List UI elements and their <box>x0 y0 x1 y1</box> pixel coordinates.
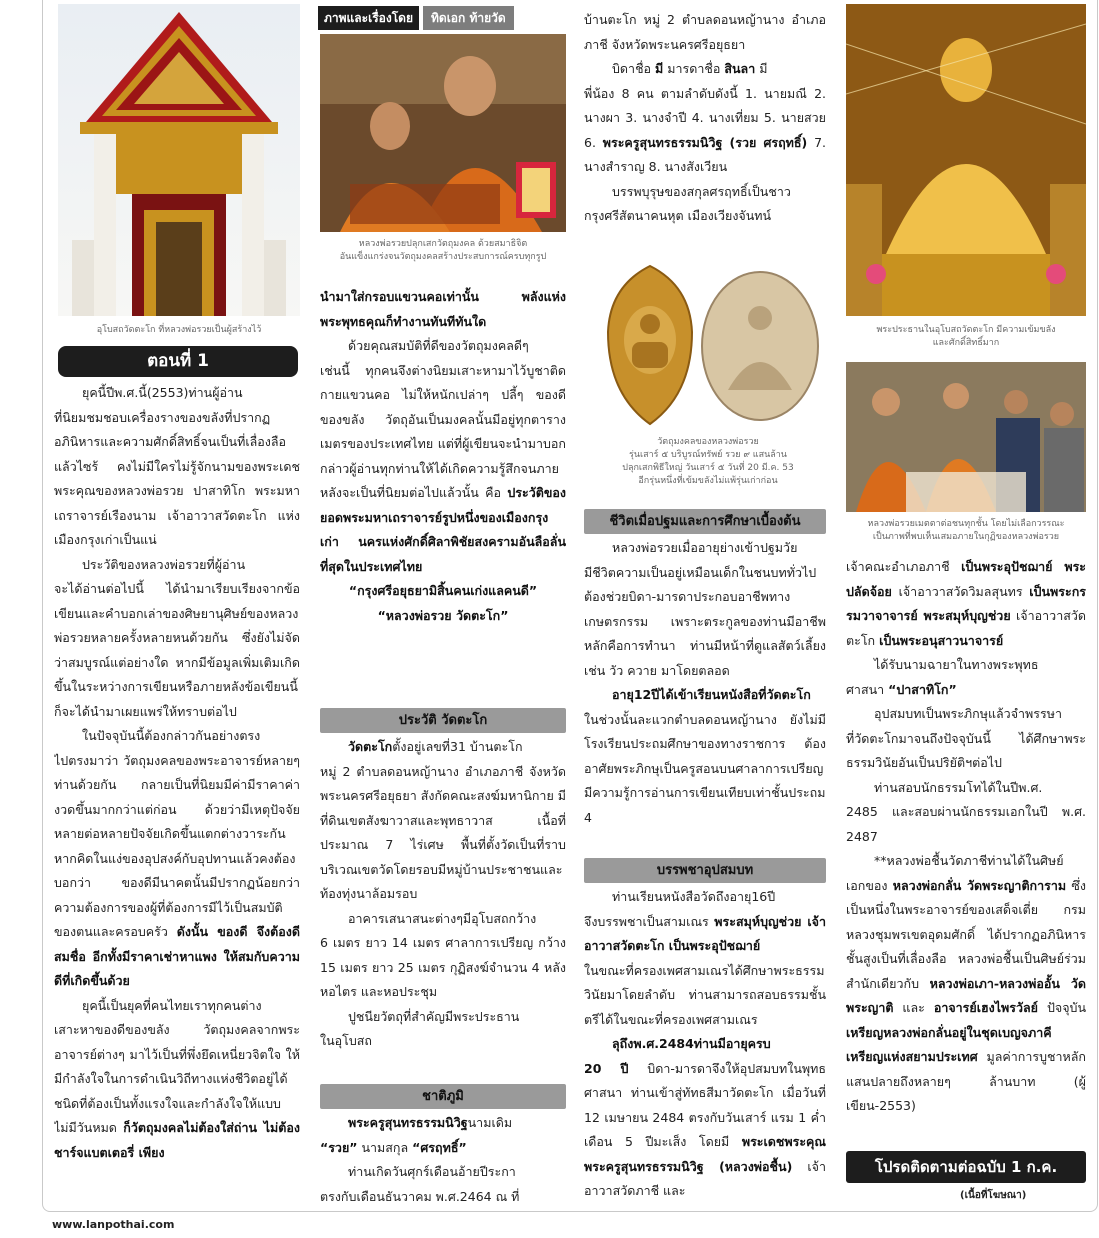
connector: และ <box>902 1000 925 1015</box>
col1-para-1 <box>54 381 300 553</box>
monk-name: “รวย” <box>320 1139 358 1155</box>
para-body-2: ในขณะที่ครองเพศสามเณรได้ศึกษาพระธรรมวินัยมาโดยลำดับ ท่านสามารถสอบธรรมชั้นตรีได้ในขณะที่ครองเพศสามเณร <box>584 962 826 1027</box>
amulet-caption-1: วัตถุมงคลของหลวงพ่อรวย <box>657 437 759 447</box>
para-lead: ยุคนี้ปีพ.ศ.นี้(2553)ท่านผู้อ่าน <box>82 385 243 400</box>
col2-birthplace <box>320 1111 566 1211</box>
col3-early-life <box>584 536 826 856</box>
para-body-3: ปัจจุบัน <box>1046 1000 1086 1015</box>
chapter-heading: ตอนที่ 1 <box>58 346 298 377</box>
follow-banner: โปรดติดตามต่อฉบับ 1 ก.ค. <box>846 1151 1086 1183</box>
father-label: บิดาชื่อ <box>612 61 652 76</box>
col4-text <box>846 555 1086 1145</box>
col4-para-4 <box>846 776 1086 850</box>
amulet-caption-2: รุ่นเสาร์ ๕ บริบูรณ์ทรัพย์ รวย ๙ แสนล้าน <box>629 450 787 460</box>
byline-author: ทิดเอก ท้ายวัด <box>423 6 514 30</box>
col3-para-1: บ้านตะโก หมู่ 2 ตำบลดอนหญ้านาง อำเภอภาชี จังหวัดพระนครศรีอยุธยา <box>584 12 826 52</box>
para-bold-3: อาจารย์เฮงไพรวัลย์ <box>933 1000 1038 1015</box>
temple-caption: อุโบสถวัดตะโก ที่หลวงพ่อรวยเป็นผู้สร้างไว้ <box>96 325 262 335</box>
ritual-caption-2: อันแข็งแกร่งจนวัตถุมงคลสร้างประสบการณ์ครบทุกรูป <box>339 252 547 262</box>
col4-para-1 <box>846 555 1086 653</box>
mother-label: มารดาชื่อ <box>667 61 721 76</box>
para-body-3: เจ้าอาวาสวัดตะโก <box>846 608 1086 648</box>
byline-label: ภาพและเรื่องโดย <box>318 6 419 30</box>
para-lead: อาคารเสนาสนะต่างๆมีอุโบสถกว้าง <box>348 910 537 926</box>
amulet-caption-3: ปลุกเสกพิธีใหญ่ วันเสาร์ ๕ วันที่ 20 มี.ค. 53 <box>622 463 794 473</box>
para-body: จึงบรรพชาเป็นสามเณร <box>584 913 709 929</box>
mother-name: สินลา <box>724 61 756 76</box>
para-end: เจ้าอาวาสวัดภาชี และ <box>584 1158 826 1198</box>
buddha-illustration <box>846 4 1086 316</box>
para-body: 2485 และสอบผ่านนักธรรมเอกในปี พ.ศ. 2487 <box>846 804 1086 844</box>
para-body: เอกของ <box>846 877 888 893</box>
edu-para-2 <box>584 683 826 830</box>
para-body: เจ้าคณะอำเภอภาชี <box>846 559 950 574</box>
col3-para-3 <box>584 180 826 229</box>
section-birthplace: ชาติภูมิ <box>320 1084 566 1109</box>
para-bold: พระเดชพระคุณพระครูสุนทรธรรมนิวิฐ (หลวงพ่อชื้น) <box>584 1134 826 1174</box>
para-bold: พระสมุห์บุญช่วย เจ้าอาวาสวัดตะโก เป็นพระอุปัชฌาย์ <box>584 913 826 953</box>
temple-photo <box>58 4 300 316</box>
col4-para-2 <box>846 653 1086 702</box>
quote-1: “กรุงศรีอยุธยามิสิ้นคนเก่งแลคนดี” <box>348 583 538 598</box>
para-lead: ในปัจจุบันนี้ต้องกล่าวกันอย่างตรง <box>82 728 261 743</box>
section-ordination: บรรพชาอุปสมบท <box>584 858 826 883</box>
siblings-rest: 7. นางสำราญ 8. นางสังเวียน <box>584 134 826 174</box>
col3-ordination <box>584 885 826 1211</box>
para-lead: ปูชนียวัตถุที่สำคัญมีพระประธาน <box>348 1008 520 1024</box>
para-body: กรุงศรีสัตนาคนหุต เมืองเวียงจันทน์ <box>584 208 772 223</box>
ritual-photo <box>320 34 566 232</box>
col1-para-2 <box>54 553 300 725</box>
col2-text-top <box>320 285 566 695</box>
monk-name-full: พระครูสุนทรธรรมนิวิฐ (รวย ศรฤทธิ์) <box>602 134 808 150</box>
para-body: ที่วัดตะโกมาจนถึงปัจจุบันนี้ ได้ศึกษาพระธรรมวินัยอันเป็นปริยัติฯต่อไป <box>846 730 1086 770</box>
col4-para-5 <box>846 849 1086 1119</box>
para-lead: ยุคนี้เป็นยุคที่คนไทยเราทุกคนต่าง <box>82 997 262 1013</box>
history-para-1 <box>320 735 566 907</box>
monk-ordination-name: “ปาสาทิโก” <box>888 681 957 697</box>
para-bold-2: เป็นพระกรรมวาจาจารย์ พระสมุห์บุญช่วย <box>846 583 1086 623</box>
temple-name: วัดตะโก <box>348 739 393 754</box>
father-name: มี <box>655 61 664 76</box>
para-bold: ประวัติของยอดพระมหาเถราจารย์รูปหนึ่งของเมืองกรุงเก่า นครแห่งศักดิ์ศิลาพิชัยสงครามอันลือลั่นที่สุดในประเทศไทย <box>320 485 566 574</box>
para-body-2: ซึ่งเป็นหนึ่งในพระอาจารย์ของเสด็จเตี่ย กรมหลวงชุมพรเขตอุดมศักดิ์ ได้ปรากฏอภินิหารชั้นสูงเป็นที่เลื่องลือ หลวงพ่อชื้นเป็นศิษย์ร่วมสำนักเดียวกับ <box>846 877 1086 991</box>
col1-para-3 <box>54 724 300 994</box>
para-lead: ได้รับนามฉายาในทางพระพุทธ <box>874 657 1039 672</box>
birth-para-1 <box>320 1111 566 1160</box>
para-body: บิดา-มารดาจึงให้อุปสมบทในพุทธศาสนา ท่านเข้าสู่ทัทธสีมาวัดตะโก เมื่อวันที่ 12 เมษายน 2484 ตรงกับวันเสาร์ แรม 1 ค่ำ เดือน 5 ปีมะเส็ง โดยมี <box>584 1060 826 1149</box>
col3-text-top <box>584 8 826 262</box>
buddha-caption-1: พระประธานในอุโบสถวัดตะโก มีความเข้มขลัง <box>876 325 1056 335</box>
para-body-2: เจ้าอาวาสวัดวิมลสุนทร <box>898 583 1023 599</box>
crowd-caption-2: เป็นภาพที่พบเห็นเสมอภายในกุฏิของหลวงพ่อรวย <box>872 532 1060 542</box>
para-lead: ลุถึงพ.ศ.2484ท่านมีอายุครบ <box>612 1036 771 1051</box>
para-body: ศาสนา <box>846 681 885 697</box>
para-lead: ท่านเกิดวันศุกร์เดือนอ้ายปีระกา <box>348 1164 516 1179</box>
para-lead: **หลวงพ่อชื้นวัดภาชีท่านได้ในศิษย์ <box>874 853 1064 868</box>
para-body: ไปตรงมาว่า วัตถุมงคลของพระอาจารย์หลายๆ ท่านด้วยกัน กลายเป็นที่นิยมมีค่ามีราคาค่างวดขึ้นมากกว่าแต่ก่อน ด้วยว่ามีเหตุปัจจัยหลายต่อหลายปัจจัยเกิดขึ้นแตกต่างวาระกัน หากคิดในแง่ของอุปสงค์กับอุปทานแล้วคงต้องบอกว่า ของดีมีนาคตนั้นมีปรากฏน้อยกว่าความต้องการของผู้ที่ต้องการมีไว้เป็นสมบัติของตนและครอบครัว <box>54 752 300 939</box>
para-body: ที่นิยมชมชอบเครื่องรางของขลังที่ปรากฏอภินิหารและความศักดิ์สิทธิ์จนเป็นที่เลื่องลือแล้วไซร้ คงไม่มีใครไม่รู้จักนามของพระเดชพระคุณของหลวงพ่อรวย ปาสาทิโก พระมหาเถราจารย์เรืองนาม เจ้าอาวาสวัดตะโก แห่งเมืองกรุงเก่าเป็นแน่ <box>54 409 300 547</box>
para-bold-3: เป็นพระอนุสาวนาจารย์ <box>879 632 1004 648</box>
amulet-photo <box>588 262 828 428</box>
section-early-life: ชีวิตเมื่อปฐมและการศึกษาเบื้องต้น <box>584 509 826 534</box>
amulet-illustration <box>588 262 828 428</box>
para-bold: ดังนั้น ของดี จึงต้องดีสมชื่อ อีกทั้งมีราคาเช่าหาแพง ให้สมกับความดีที่เกิดขึ้นด้วย <box>54 924 300 988</box>
para-lead: ด้วยคุณสมบัติที่ดีของวัตถุมงคลดีๆ <box>348 338 529 353</box>
history-para-3 <box>320 1005 566 1054</box>
para-lead: หลวงพ่อรวยเมื่ออายุย่างเข้าปฐมวัย <box>612 540 798 555</box>
quote-2: “หลวงพ่อรวย วัดตะโก” <box>377 607 509 623</box>
para-lead: ท่านสอบนักธรรมโทได้ในปีพ.ศ. <box>874 779 1043 795</box>
col2-lead: นำมาใส่กรอบแขวนคอเท่านั้น พลังแห่งพระพุทธคุณก็ทำงานทันทีทันใด <box>320 289 566 329</box>
age-bold: 20 ปี <box>584 1060 629 1076</box>
buddha-photo <box>846 4 1086 316</box>
buddha-caption-2: และศักดิ์สิทธิ์มาก <box>932 338 1000 348</box>
para-lead: บรรพบุรุษของสกุลศรฤทธิ์เป็นชาว <box>612 183 791 199</box>
para-body-4: มูลค่าการบูชาหลักแสนปลายถึงหลายๆ ล้านบาท (ผู้เขียน-2553) <box>846 1049 1086 1113</box>
monk-title: พระครูสุนทรธรรมนิวิฐ <box>348 1115 468 1130</box>
para-body: ในช่วงนั้นละแวกตำบลดอนหญ้านาง ยังไม่มีโรงเรียนประถมศึกษาของทางราชการ ต้องอาศัยพระภิกษุเป็นครูสอนบนศาลาการเปรียญ มีความรู้การอ่านการเขียนเทียบเท่าชั้นประถม 4 <box>584 711 826 825</box>
connector: มี <box>759 61 768 76</box>
crowd-photo <box>846 362 1086 512</box>
amulet-caption-4: อีกรุ่นหนึ่งที่เข้มขลังไม่แพ้รุ่นเก่าก่อน <box>638 476 778 486</box>
advertisement-label: (เนื้อที่โฆษณา) <box>960 1190 1027 1201</box>
ritual-illustration <box>320 34 566 232</box>
birth-para-2 <box>320 1160 566 1209</box>
para-body: หมู่ 2 ตำบลดอนหญ้านาง อำเภอภาชี จังหวัดพระนครศรีอยุธยา สังกัดคณะสงฆ์มหานิกาย มีที่ดินเขตสังฆาวาสและพุทธาวาส เนื้อที่ประมาณ 7 ไร่เศษ พื้นที่ตั้งวัดเป็นที่ราบ บริเวณเขตวัดโดยรอบมีหมู่บ้านประชาชนและท้องทุ่งนาล้อมรอบ <box>320 763 566 901</box>
ord-para-2 <box>584 1032 826 1204</box>
col3-para-2 <box>584 57 826 180</box>
para-bold: อายุ12ปีได้เข้าเรียนหนังสือที่วัดตะโก <box>612 687 811 702</box>
para-body: 6 เมตร ยาว 14 เมตร ศาลาการเปรียญ กว้าง 15 เมตร ยาว 25 เมตร กุฏิสงฆ์จำนวน 4 หลัง หอไตร และหอประชุม <box>320 935 566 999</box>
edu-para-1 <box>584 536 826 683</box>
para-body: มีชีวิตความเป็นอยู่เหมือนเด็กในชนบททั่วไป ต้องช่วยบิดา-มารดาประกอบอาชีพทางเกษตรกรรม เพราะตระกูลของท่านมีอาชีพหลักคือการทำนา ท่านมีหน้าที่ดูแลสัตว์เลี้ยง เช่น วัว ควาย มาโดยตลอด <box>584 564 826 678</box>
ord-para-1 <box>584 885 826 1032</box>
ritual-caption-1: หลวงพ่อรวยปลุกเสกวัตถุมงคล ด้วยสมาธิจิต <box>358 239 528 249</box>
surname-label: นามสกุล <box>361 1139 409 1155</box>
para-lead: ประวัติของหลวงพ่อรวยที่ผู้อ่าน <box>82 556 246 572</box>
temple-illustration <box>58 4 300 316</box>
para-bold-4: เหรียญหลวงพ่อกลั่นอยู่ในชุดเบญจภาคีเหรียญแห่งสยามประเทศ <box>846 1024 1052 1064</box>
para-body: ในอุโบสถ <box>320 1033 373 1048</box>
website-url[interactable]: www.lanpothai.com <box>52 1218 175 1231</box>
para-body: เสาะหาของดีของขลัง วัตถุมงคลจากพระอาจารย์ต่างๆ มาไว้เป็นที่พึ่งยึดเหนี่ยวจิตใจ ให้มีกำลังใจในการดำเนินวิถีทางแห่งชีวิตอยู่ได้ ชนิดที่ต้องเป็นทั้งแรงใจและกำลังใจให้แบบไม่มีวันหมด <box>54 1022 300 1135</box>
monk-surname: “ศรฤทธิ์” <box>412 1139 467 1155</box>
para-lead: ท่านเรียนหนังสือวัดถึงอายุ16ปี <box>612 889 776 904</box>
siblings: พี่น้อง 8 คน ตามลำดับดังนี้ 1. นายมณี 2. นางผา 3. นางจำปี 4. นางเที่ยม 5. นายสวย 6. <box>584 85 826 150</box>
crowd-illustration <box>846 362 1086 512</box>
para-lead: นามเดิม <box>467 1115 513 1130</box>
para-bold: หลวงพ่อกลั่น วัดพระญาติการาม <box>892 877 1067 893</box>
para-body: จะได้อ่านต่อไปนี้ ได้นำมาเรียบเรียงจากข้อเขียนและคำบอกเล่าของศิษยานุศิษย์ของหลวงพ่อรวยหลายครั้งหลายหนด้วยกัน ซึ่งยังไม่จัดว่าสมบูรณ์แต่อย่างใด หากมีข้อมูลเพิ่มเติมเกิดขึ้นในระหว่างการเขียนหรือภายหลังข้อเขียนนี้ ก็จะได้นำมาเผยแพร่ให้ทราบต่อไป <box>54 581 300 719</box>
para-lead: ตั้งอยู่เลขที่31 บ้านตะโก <box>392 739 523 754</box>
para-lead: อุปสมบทเป็นพระภิกษุแล้วจำพรรษา <box>874 706 1062 721</box>
col2-para-2 <box>320 334 566 579</box>
section-history: ประวัติ วัดตะโก <box>320 708 566 733</box>
crowd-caption-1: หลวงพ่อรวยเมตตาต่อชนทุกชั้น โดยไม่เลือกวรรณะ <box>867 519 1065 529</box>
col1-text <box>54 381 300 1209</box>
byline <box>318 6 514 30</box>
para-body: เช่นนี้ ทุกคนจึงต่างนิยมเสาะหามาไว้บูชาติดกายแขวนคอ ไม่ให้หนักเปล่าๆ ปลี้ๆ ของดี ของขลัง วัตถุอันเป็นมงคลนั้นมีอยู่ทุกตารางเมตรของประเทศไทย แต่ที่ผู้เขียนจะนำมาบอกกล่าวผู้อ่านทุกท่านให้ได้เกิดความรู้สึกจนภายหลังจะเป็นที่นิยมต่อไปแล้วนั้น คือ <box>320 362 566 500</box>
para-bold: ก็วัตถุมงคลไม่ต้องใส่ถ่าน ไม่ต้องชาร์จแบตเตอรี่ เพียง <box>54 1120 300 1160</box>
para-bold: เป็นพระอุปัชฌาย์ พระปลัดจ้อย <box>846 559 1086 599</box>
para-bold-2: หลวงพ่อเภา-หลวงพ่ออั้น วัดพระญาติ <box>846 975 1086 1015</box>
para-body: ตรงกับเดือนธันวาคม พ.ศ.2464 ณ ที่ <box>320 1188 520 1204</box>
col1-para-4 <box>54 994 300 1166</box>
col2-history <box>320 735 566 1075</box>
col4-para-3 <box>846 702 1086 776</box>
history-para-2 <box>320 907 566 1005</box>
